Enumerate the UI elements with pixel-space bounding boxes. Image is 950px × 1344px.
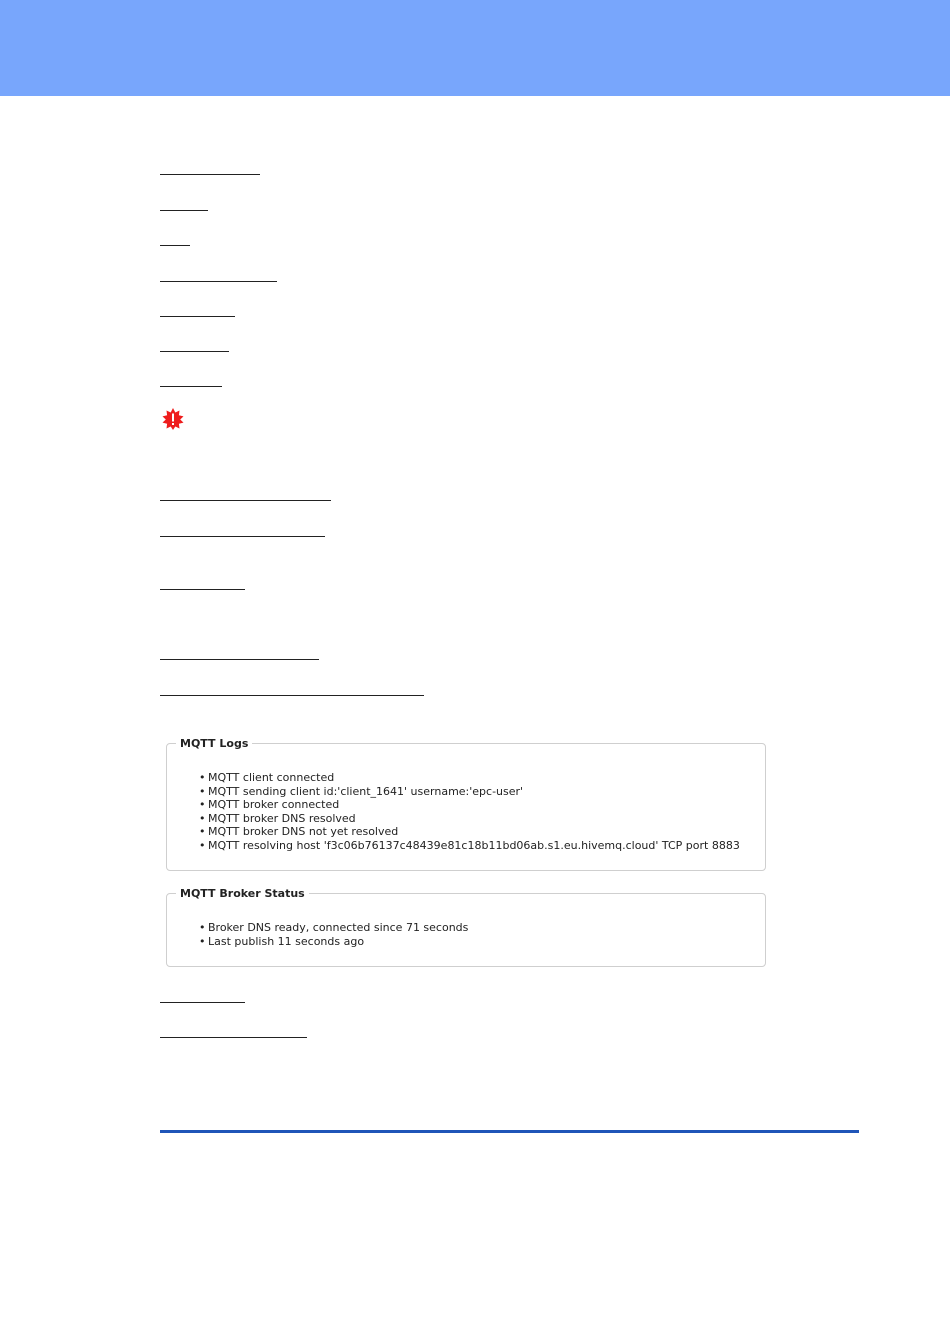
nav-link-6[interactable] [160, 351, 229, 352]
log-entry: • MQTT broker DNS not yet resolved [208, 825, 765, 839]
nav-link-8[interactable] [160, 500, 331, 501]
nav-link-11[interactable] [160, 659, 319, 660]
nav-link-4[interactable] [160, 281, 277, 282]
log-entry: • MQTT broker connected [208, 798, 765, 812]
nav-link-2[interactable] [160, 210, 208, 211]
mqtt-broker-status-panel [166, 887, 766, 967]
top-banner [0, 0, 950, 96]
alert-burst-icon [162, 408, 184, 430]
broker-status-title: MQTT Broker Status [180, 887, 305, 900]
nav-link-1[interactable] [160, 174, 260, 175]
status-entry: • Last publish 11 seconds ago [208, 935, 765, 949]
nav-link-14[interactable] [160, 1037, 307, 1038]
log-entry: • MQTT resolving host 'f3c06b76137c48439e81c18b11bd06ab.s1.eu.hivemq.cloud' TCP port 8883 [208, 839, 765, 853]
nav-link-7[interactable] [160, 386, 222, 387]
footer-divider [160, 1130, 859, 1133]
mqtt-logs-list [167, 771, 765, 853]
nav-link-9[interactable] [160, 536, 325, 537]
nav-link-12[interactable] [160, 695, 424, 696]
log-entry: • MQTT broker DNS resolved [208, 812, 765, 826]
nav-link-10[interactable] [160, 589, 245, 590]
mqtt-logs-title: MQTT Logs [180, 737, 249, 750]
nav-link-13[interactable] [160, 1002, 245, 1003]
nav-link-5[interactable] [160, 316, 235, 317]
broker-status-list [167, 921, 765, 948]
mqtt-logs-panel [166, 737, 766, 871]
nav-link-3[interactable] [160, 245, 190, 246]
log-entry: • MQTT client connected [208, 771, 765, 785]
log-entry: • MQTT sending client id:'client_1641' username:'epc-user' [208, 785, 765, 799]
status-entry: • Broker DNS ready, connected since 71 seconds [208, 921, 765, 935]
